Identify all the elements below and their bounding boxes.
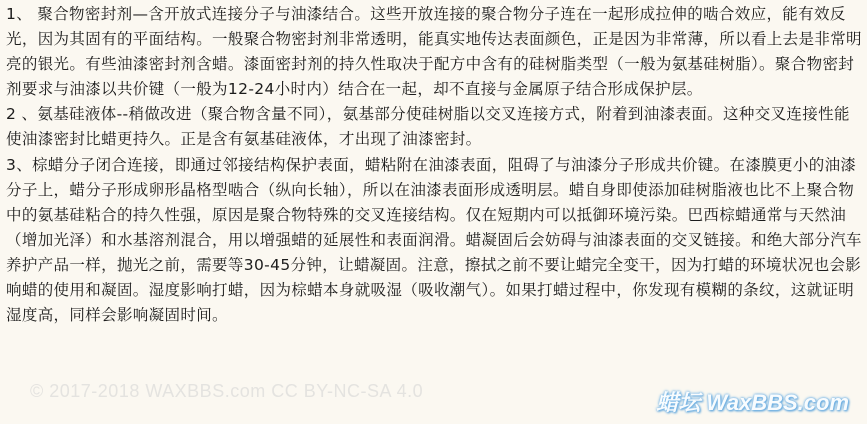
paragraph-polymer-sealant: 1、 聚合物密封剂—含开放式连接分子与油漆结合。这些开放连接的聚合物分子连在一起形成拉伸的啮合效应，能有效反光，因为其固有的平面结构。一般聚合物密封剂非常透明，能真实地传达表面颜色，正是因为非常薄，所以看上去是非常明亮的银光。有些油漆密封剂含蜡。漆面密封剂的持久性取决于配方中含有的硅树脂类型（一般为氨基硅树脂）。聚合物密封剂要求与油漆以共价键（一般为12-24小时内）结合在一起，却不直接与金属原子结合形成保护层。: [6, 5, 862, 99]
article-body: [6, 2, 862, 328]
copyright-watermark: © 2017-2018 WAXBBS.com CC BY-NC-SA 4.0: [30, 381, 424, 401]
paragraph-carnauba-wax: 3、棕蜡分子闭合连接，即通过邻接结构保护表面，蜡粘附在油漆表面，阻碍了与油漆分子形成共价键。在漆膜更小的油漆分子上，蜡分子形成卵形晶格型啮合（纵向长轴），所以在油漆表面形成透明层。蜡自身即使添加硅树脂液也比不上聚合物中的氨基硅粘合的持久性强，原因是聚合物特殊的交叉连接结构。仅在短期内可以抵御环境污染。巴西棕蜡通常与天然油（增加光泽）和水基溶剂混合，用以增强蜡的延展性和表面润滑。蜡凝固后会妨碍与油漆表面的交叉链接。和绝大部分汽车养护产品一样，抛光之前，需要等30-45分钟，让蜡凝固。注意，擦拭之前不要让蜡完全变干，因为打蜡的环境状况也会影响蜡的使用和凝固。湿度影响打蜡，因为棕蜡本身就吸湿（吸收潮气）。如果打蜡过程中，你发现有模糊的条纹，这就证明湿度高，同样会影响凝固时间。: [6, 155, 862, 325]
site-logo-watermark: 蜡坛 WaxBBS.com: [656, 390, 849, 415]
paragraph-amino-silicone: 2 、氨基硅液体--稍做改进（聚合物含量不同），氨基部分使硅树脂以交叉连接方式，附着到油漆表面。这种交叉连接性能使油漆密封比蜡更持久。正是含有氨基硅液体，才出现了油漆密封。: [6, 105, 850, 149]
